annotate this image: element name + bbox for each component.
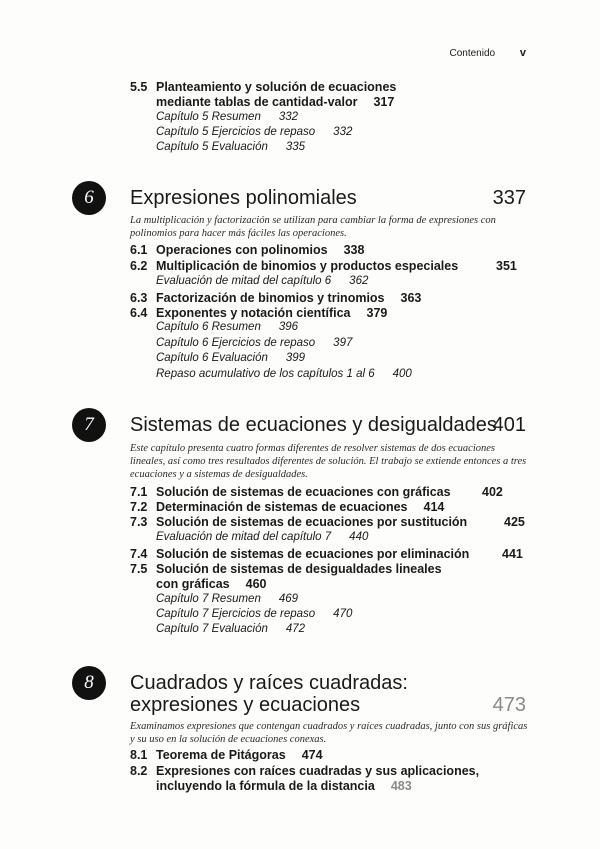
toc-entry-6-3[interactable] — [130, 291, 421, 305]
entry-label: Factorización de binomios y trinomios — [156, 291, 385, 305]
toc-sub-entry[interactable] — [156, 337, 352, 349]
toc-entry-5-5-cont[interactable] — [156, 95, 394, 109]
sub-page: 469 — [278, 593, 299, 605]
toc-sub-entry[interactable] — [156, 593, 298, 605]
sub-label: Capítulo 6 Ejercicios de repaso — [156, 337, 316, 349]
sub-page: 362 — [349, 275, 369, 287]
toc-entry-7-1[interactable] — [130, 485, 503, 499]
toc-entry-6-2[interactable] — [130, 259, 517, 273]
running-header — [450, 47, 527, 59]
chapter-8-description: Examinamos expresiones que contengan cuadrados y raíces cuadradas, junto con sus gráficas y su uso en la solución de ecuaciones conexas. — [130, 721, 528, 745]
sub-label: Capítulo 6 Resumen — [156, 321, 261, 333]
sub-page: 400 — [392, 368, 412, 380]
entry-label: Determinación de sistemas de ecuaciones — [156, 500, 408, 514]
entry-number: 5.5 — [130, 80, 148, 94]
sub-page: 399 — [285, 352, 306, 364]
toc-sub-entry[interactable] — [156, 608, 352, 620]
entry-label: Solución de sistemas de ecuaciones con gráficas — [156, 485, 451, 499]
entry-number: 7.3 — [130, 515, 148, 529]
entry-number: 6.3 — [130, 291, 148, 305]
entry-number: 7.1 — [130, 485, 148, 499]
toc-entry-7-5-cont[interactable] — [156, 577, 267, 591]
entry-number: 6.1 — [130, 243, 148, 257]
sub-page: 332 — [278, 111, 299, 123]
sub-label: Evaluación de mitad del capítulo 6 — [156, 275, 332, 287]
sub-label: Capítulo 5 Evaluación — [156, 141, 268, 153]
entry-page: 474 — [301, 748, 323, 762]
sub-page: 397 — [333, 337, 353, 349]
chapter-7-page: 401 — [492, 414, 526, 436]
entry-page: 317 — [373, 95, 395, 109]
sub-label: Capítulo 7 Ejercicios de repaso — [156, 608, 316, 620]
sub-page: 335 — [285, 141, 306, 153]
sub-label: Capítulo 5 Ejercicios de repaso — [156, 126, 316, 138]
entry-page: 483 — [390, 779, 412, 793]
toc-sub-entry[interactable] — [156, 352, 305, 364]
chapter-8-title-line2[interactable]: expresiones y ecuaciones — [130, 694, 361, 716]
entry-number: 7.5 — [130, 562, 148, 576]
sub-page: 396 — [278, 321, 299, 333]
chapter-6-description: La multiplicación y factorización se utilizan para cambiar la forma de expresiones con polinomios para hacer más fáciles las operaciones. — [130, 215, 496, 239]
sub-page: 472 — [285, 623, 306, 635]
entry-page: 338 — [343, 243, 365, 257]
chapter-8-badge: 8 — [72, 666, 106, 700]
entry-page: 441 — [502, 547, 523, 561]
toc-entry-6-1[interactable] — [130, 243, 364, 257]
entry-number: 6.2 — [130, 259, 148, 273]
chapter-6-title[interactable]: Expresiones polinomiales — [130, 187, 357, 209]
toc-sub-entry[interactable] — [156, 141, 305, 153]
entry-label: Multiplicación de binomios y productos especiales — [156, 259, 459, 273]
sub-page: 440 — [349, 531, 369, 543]
entry-label: con gráficas — [156, 577, 230, 591]
entry-label: Solución de sistemas de ecuaciones por eliminación — [156, 547, 470, 561]
sub-label: Capítulo 7 Evaluación — [156, 623, 268, 635]
chapter-7-title[interactable]: Sistemas de ecuaciones y desigualdades — [130, 414, 497, 436]
entry-label: Exponentes y notación científica — [156, 306, 351, 320]
sub-label: Capítulo 6 Evaluación — [156, 352, 268, 364]
toc-sub-entry[interactable] — [156, 623, 305, 635]
sub-page: 332 — [333, 126, 353, 138]
chapter-8-title-line1[interactable]: Cuadrados y raíces cuadradas: — [130, 672, 408, 694]
chapter-7-description: Este capítulo presenta cuatro formas diferentes de resolver sistemas de dos ecuaciones lineales, así como tres resultados diferentes de solución. El trabajo se extiende entonces a tres ecuaciones y a sistemas de desigualdades. — [130, 443, 527, 480]
entry-label: Planteamiento y solución de ecuaciones — [156, 80, 397, 94]
entry-label: Solución de sistemas de ecuaciones por sustitución — [156, 515, 468, 529]
header-section: Contenido — [449, 48, 496, 59]
entry-number: 7.4 — [130, 547, 148, 561]
entry-page: 425 — [504, 515, 525, 529]
entry-page: 363 — [400, 291, 422, 305]
toc-sub-entry[interactable] — [156, 368, 412, 380]
sub-label: Capítulo 5 Resumen — [156, 111, 261, 123]
sub-label: Repaso acumulativo de los capítulos 1 al 6 — [156, 368, 375, 380]
toc-sub-entry[interactable] — [156, 275, 368, 287]
entry-number: 8.2 — [130, 764, 148, 778]
chapter-6-page: 337 — [492, 187, 526, 209]
entry-number: 7.2 — [130, 500, 148, 514]
entry-page: 379 — [366, 306, 388, 320]
sub-page: 470 — [333, 608, 353, 620]
toc-sub-entry[interactable] — [156, 126, 352, 138]
entry-label: Teorema de Pitágoras — [156, 748, 286, 762]
chapter-7-badge: 7 — [72, 408, 106, 442]
toc-entry-8-2[interactable] — [130, 764, 479, 778]
toc-entry-7-3[interactable] — [130, 515, 525, 529]
header-page-number: v — [519, 47, 526, 59]
toc-sub-entry[interactable] — [156, 111, 298, 123]
toc-entry-5-5[interactable] — [130, 80, 396, 94]
entry-label: mediante tablas de cantidad-valor — [156, 95, 358, 109]
toc-sub-entry[interactable] — [156, 321, 298, 333]
entry-page: 402 — [482, 485, 503, 499]
entry-label: Solución de sistemas de desigualdades lineales — [156, 562, 442, 576]
entry-page: 414 — [423, 500, 445, 514]
sub-label: Evaluación de mitad del capítulo 7 — [156, 531, 332, 543]
toc-entry-8-2-cont[interactable] — [156, 779, 412, 793]
entry-page: 460 — [245, 577, 267, 591]
toc-entry-6-4[interactable] — [130, 306, 387, 320]
toc-sub-entry[interactable] — [156, 531, 368, 543]
entry-label: incluyendo la fórmula de la distancia — [156, 779, 375, 793]
entry-number: 6.4 — [130, 306, 148, 320]
chapter-8-page: 473 — [492, 694, 526, 716]
sub-label: Capítulo 7 Resumen — [156, 593, 261, 605]
entry-label: Operaciones con polinomios — [156, 243, 328, 257]
toc-entry-7-2[interactable] — [130, 500, 444, 514]
toc-entry-7-4[interactable] — [130, 547, 523, 561]
chapter-6-badge: 6 — [72, 181, 106, 215]
toc-entry-8-1[interactable] — [130, 748, 323, 762]
entry-page: 351 — [496, 259, 517, 273]
entry-label: Expresiones con raíces cuadradas y sus aplicaciones, — [156, 764, 480, 778]
toc-entry-7-5[interactable] — [130, 562, 442, 576]
entry-number: 8.1 — [130, 748, 148, 762]
